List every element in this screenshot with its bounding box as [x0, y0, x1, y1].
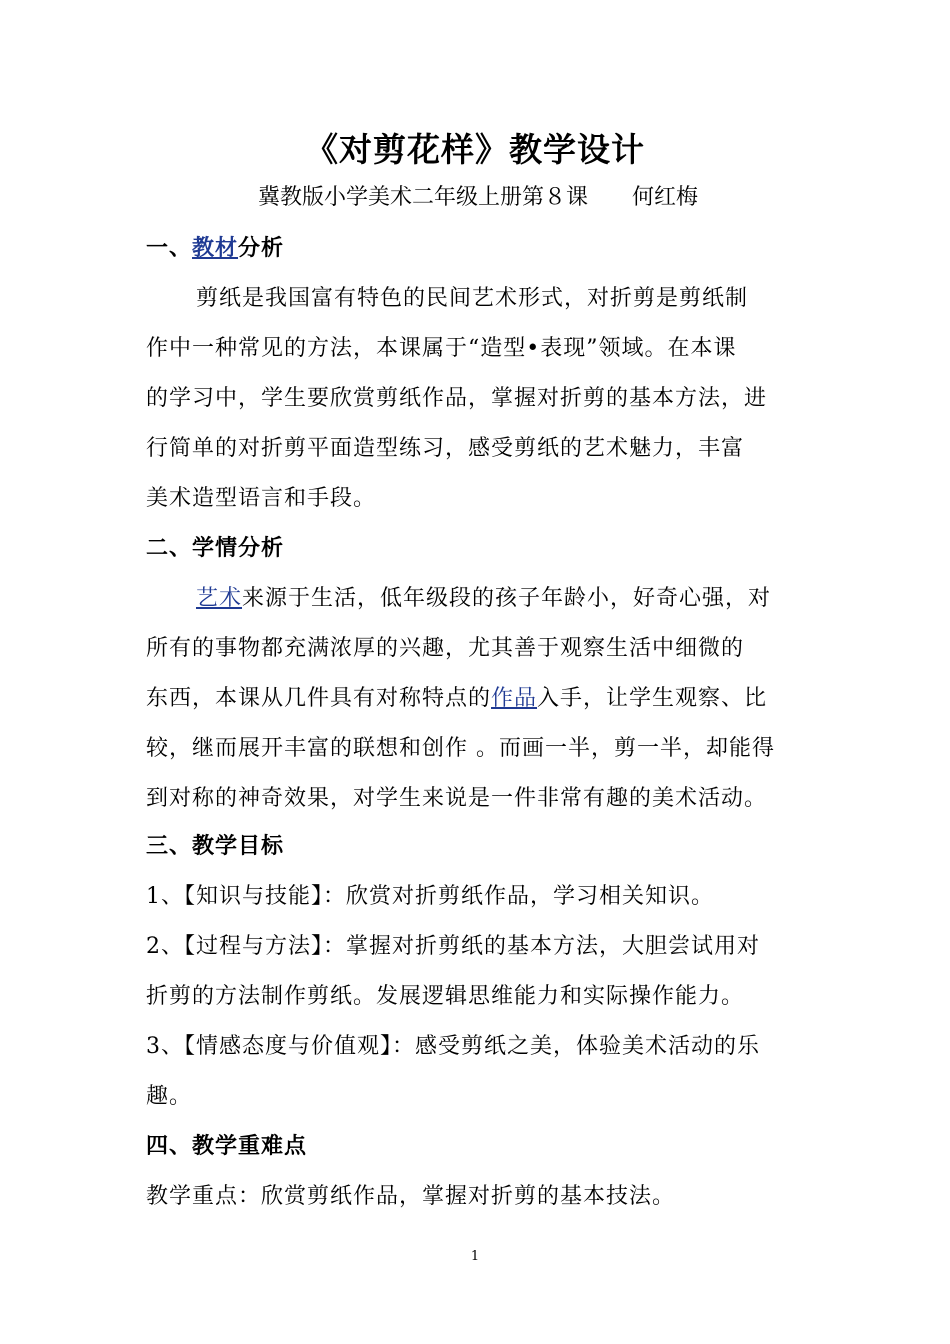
paragraph-1-line: 剪纸是我国富有特色的民间艺术形式，对折剪是剪纸制: [196, 286, 749, 311]
document-title: 《对剪花样》教学设计: [305, 130, 645, 169]
paragraph-2-line: 较，继而展开丰富的联想和创作 。而画一半，剪一半，却能得: [146, 736, 775, 761]
page-number: 1: [470, 1249, 480, 1264]
paragraph-2-line: 到对称的神奇效果，对学生来说是一件非常有趣的美术活动。: [146, 786, 768, 811]
paragraph-2-line: [196, 581, 816, 617]
section-heading-2: 二、学情分析: [146, 536, 285, 561]
paragraph-2-text: 入手，让学生观察、比: [537, 686, 768, 711]
document-subtitle: 冀教版小学美术二年级上册第８课 何红梅: [258, 185, 699, 210]
goal-line: 趣。: [146, 1084, 193, 1109]
works-link[interactable]: 作品: [491, 686, 538, 711]
goal-line: 1、【知识与技能】：欣赏对折剪纸作品，学习相关知识。: [146, 884, 714, 909]
section-1-prefix: 一、: [146, 236, 193, 261]
paragraph-2-line: [146, 681, 816, 717]
paragraph-1-line: 作中一种常见的方法，本课属于“造型•表现”领域。在本课: [146, 336, 737, 361]
paragraph-1-line: 美术造型语言和手段。: [146, 486, 377, 511]
section-heading-1: [146, 231, 816, 267]
paragraph-1-line: 行简单的对折剪平面造型练习，感受剪纸的艺术魅力，丰富: [146, 436, 745, 461]
paragraph-2-text: 来源于生活，低年级段的孩子年龄小，好奇心强，对: [242, 586, 772, 611]
textbook-link[interactable]: 教材: [192, 236, 239, 261]
art-link[interactable]: 艺术: [196, 586, 243, 611]
goal-line: 折剪的方法制作剪纸。发展逻辑思维能力和实际操作能力。: [146, 984, 745, 1009]
key-point-line: 教学重点：欣赏剪纸作品，掌握对折剪的基本技法。: [146, 1184, 676, 1209]
section-1-suffix: 分析: [238, 236, 285, 261]
goal-line: 3、【情感态度与价值观】：感受剪纸之美，体验美术活动的乐: [146, 1034, 760, 1059]
section-heading-3: 三、教学目标: [146, 834, 285, 859]
paragraph-2-text: 东西，本课从几件具有对称特点的: [146, 686, 492, 711]
paragraph-2-line: 所有的事物都充满浓厚的兴趣，尤其善于观察生活中细微的: [146, 636, 745, 661]
section-heading-4: 四、教学重难点: [146, 1134, 308, 1159]
paragraph-1-line: 的学习中，学生要欣赏剪纸作品，掌握对折剪的基本方法，进: [146, 386, 768, 411]
goal-line: 2、【过程与方法】：掌握对折剪纸的基本方法，大胆尝试用对: [146, 934, 760, 959]
